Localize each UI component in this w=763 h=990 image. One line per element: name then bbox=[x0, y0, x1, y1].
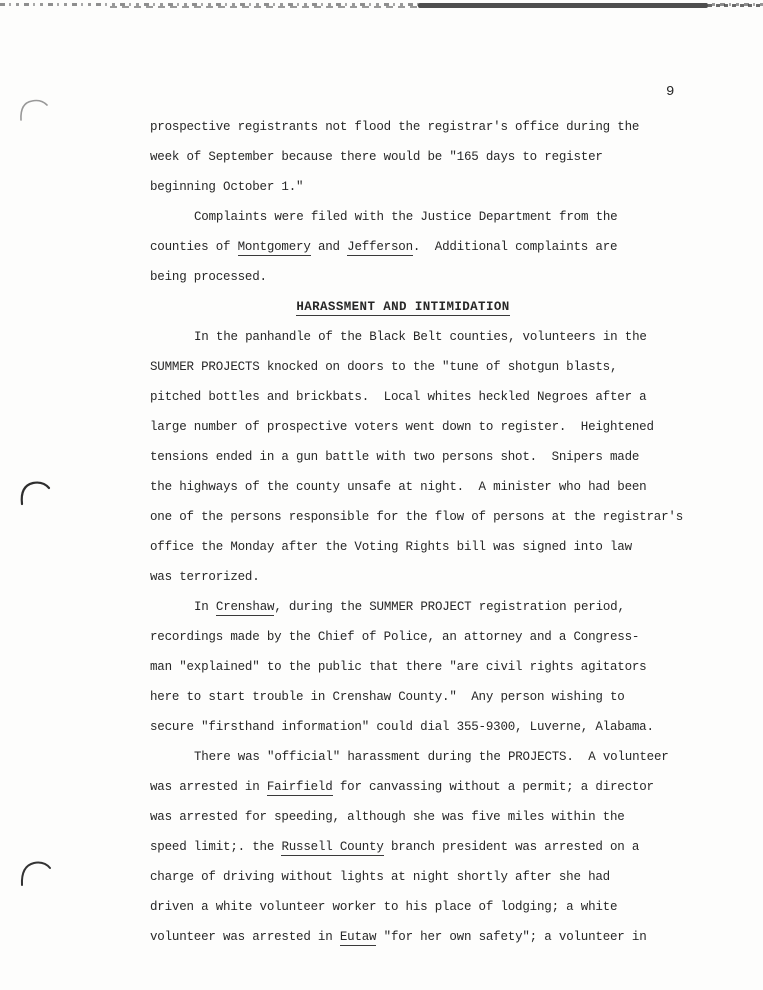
underlined-text: Russell County bbox=[281, 840, 384, 854]
underlined-text: Jefferson bbox=[347, 240, 413, 254]
text-line: secure "firsthand information" could dial 355-9300, Luverne, Alabama. bbox=[150, 720, 654, 734]
text-line: volunteer was arrested in Eutaw "for her own safety"; a volunteer in bbox=[150, 930, 647, 944]
text-line: one of the persons responsible for the flow of persons at the registrar's bbox=[150, 510, 683, 524]
text-line: the highways of the county unsafe at night. A minister who had been bbox=[150, 480, 647, 494]
text-line: tensions ended in a gun battle with two persons shot. Snipers made bbox=[150, 450, 640, 464]
text-line: man "explained" to the public that there "are civil rights agitators bbox=[150, 660, 647, 674]
text-line: was terrorized. bbox=[150, 570, 260, 584]
underlined-text: HARASSMENT AND INTIMIDATION bbox=[296, 300, 510, 314]
text-line: prospective registrants not flood the registrar's office during the bbox=[150, 120, 640, 134]
underlined-text: Crenshaw bbox=[215, 600, 275, 614]
text-line: counties of Montgomery and Jefferson. Additional complaints are bbox=[150, 240, 618, 254]
text-line: In the panhandle of the Black Belt counties, volunteers in the bbox=[194, 330, 647, 344]
document-body bbox=[150, 112, 683, 952]
pen-mark-arc bbox=[16, 478, 54, 513]
scan-artifact-top-right bbox=[708, 4, 763, 7]
underlined-text: Montgomery bbox=[237, 240, 311, 254]
text-line: There was "official" harassment during the PROJECTS. A volunteer bbox=[194, 750, 669, 764]
text-line: office the Monday after the Voting Rights bill was signed into law bbox=[150, 540, 632, 554]
text-line: week of September because there would be "165 days to register bbox=[150, 150, 603, 164]
text-line: In Crenshaw, during the SUMMER PROJECT registration period, bbox=[194, 600, 625, 614]
scan-artifact-top-edge-dashes bbox=[110, 6, 440, 8]
text-line: charge of driving without lights at night shortly after she had bbox=[150, 870, 610, 884]
text-line: driven a white volunteer worker to his place of lodging; a white bbox=[150, 900, 618, 914]
pen-mark-arc bbox=[16, 96, 52, 129]
text-line: here to start trouble in Crenshaw County." Any person wishing to bbox=[150, 690, 625, 704]
scan-artifact-top-edge-solid bbox=[418, 3, 708, 8]
pen-mark-arc bbox=[16, 858, 56, 893]
text-line: beginning October 1." bbox=[150, 180, 304, 194]
section-heading bbox=[150, 292, 666, 322]
text-line: recordings made by the Chief of Police, an attorney and a Congress- bbox=[150, 630, 640, 644]
underlined-text: Eutaw bbox=[339, 930, 377, 944]
page-number: 9 bbox=[666, 84, 675, 100]
text-line: being processed. bbox=[150, 270, 267, 284]
text-line: Complaints were filed with the Justice Department from the bbox=[194, 210, 618, 224]
text-line: large number of prospective voters went down to register. Heightened bbox=[150, 420, 654, 434]
text-line: pitched bottles and brickbats. Local whites heckled Negroes after a bbox=[150, 390, 647, 404]
text-line: was arrested for speeding, although she was five miles within the bbox=[150, 810, 625, 824]
text-line: was arrested in Fairfield for canvassing without a permit; a director bbox=[150, 780, 654, 794]
underlined-text: Fairfield bbox=[266, 780, 333, 794]
text-line: speed limit;. the Russell County branch president was arrested on a bbox=[150, 840, 640, 854]
text-line: SUMMER PROJECTS knocked on doors to the "tune of shotgun blasts, bbox=[150, 360, 618, 374]
